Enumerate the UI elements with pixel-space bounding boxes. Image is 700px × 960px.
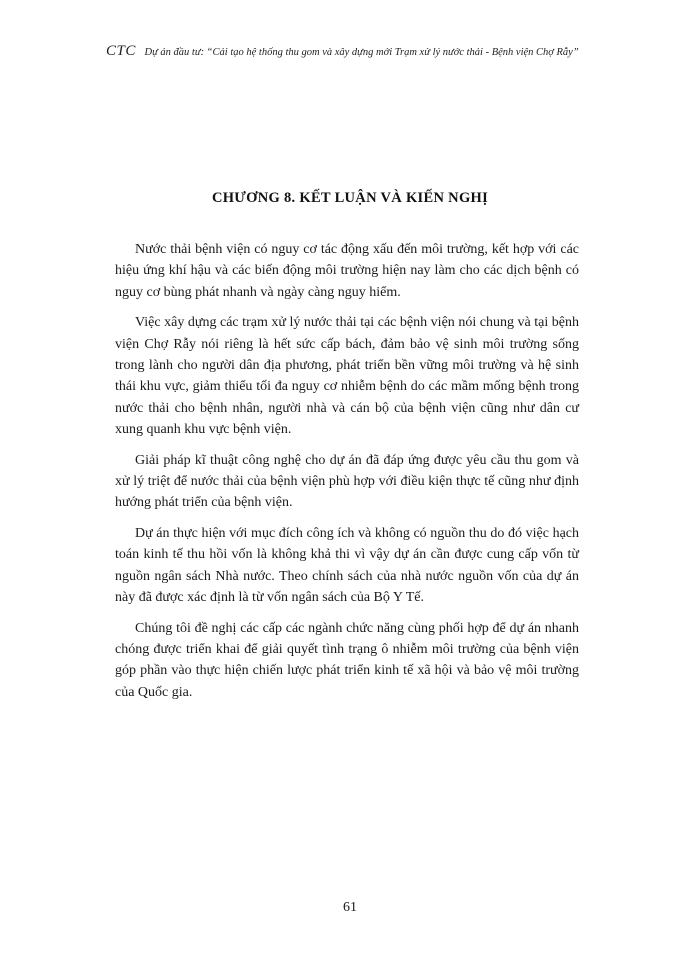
page-number: 61 (343, 900, 357, 915)
paragraph: Việc xây dựng các trạm xử lý nước thải tại các bệnh viện nói chung và tại bệnh viện Chợ Rẫy nói riêng là hết sức cấp bách, đảm bảo vệ sinh môi trường sống trong lành cho người dân địa phương, phát triển bền vững môi trường và hệ sinh thái khu vực, giảm thiểu tối đa nguy cơ nhiễm bệnh do các mầm mống bệnh trong nước thải cho bệnh nhân, người nhà và cán bộ của bệnh viện cũng như dân cư xung quanh khu vực bệnh viện. (115, 315, 579, 438)
paragraph: Chúng tôi đề nghị các cấp các ngành chức năng cùng phối hợp để dự án nhanh chóng được triển khai để giải quyết tình trạng ô nhiễm môi trường của bệnh viện góp phần vào thực hiện chiến lược phát triển kinh tế xã hội và bảo vệ môi trường của Quốc gia. (115, 620, 579, 700)
chapter-body (115, 239, 579, 712)
header-project-line: Dự án đầu tư: “Cải tạo hệ thống thu gom và xây dựng mới Trạm xử lý nước thải - Bệnh viện Chợ Rẫy” (144, 47, 579, 58)
paragraph: Nước thải bệnh viện có nguy cơ tác động xấu đến môi trường, kết hợp với các hiệu ứng khí hậu và các biến động môi trường hiện nay làm cho các dịch bệnh có nguy cơ bùng phát nhanh và ngày càng nguy hiểm. (115, 242, 579, 300)
page-header (106, 44, 606, 60)
header-code: CTC (106, 43, 136, 59)
chapter-title: CHƯƠNG 8. KẾT LUẬN VÀ KIẾN NGHỊ (211, 190, 489, 206)
paragraph: Dự án thực hiện với mục đích công ích và không có nguồn thu do đó việc hạch toán kinh tế thu hồi vốn là không khả thi vì vậy dự án cần được cung cấp vốn từ nguồn ngân sách Nhà nước. Theo chính sách của nhà nước nguồn vốn của dự án này đã được xác định là từ vốn ngân sách của Bộ Y Tế. (115, 525, 579, 606)
paragraph: Giải pháp kĩ thuật công nghệ cho dự án đã đáp ứng được yêu cầu thu gom và xử lý triệt để nước thải của bệnh viện phù hợp với điều kiện thực tế cũng như định hướng phát triển của bệnh viện. (115, 452, 579, 511)
